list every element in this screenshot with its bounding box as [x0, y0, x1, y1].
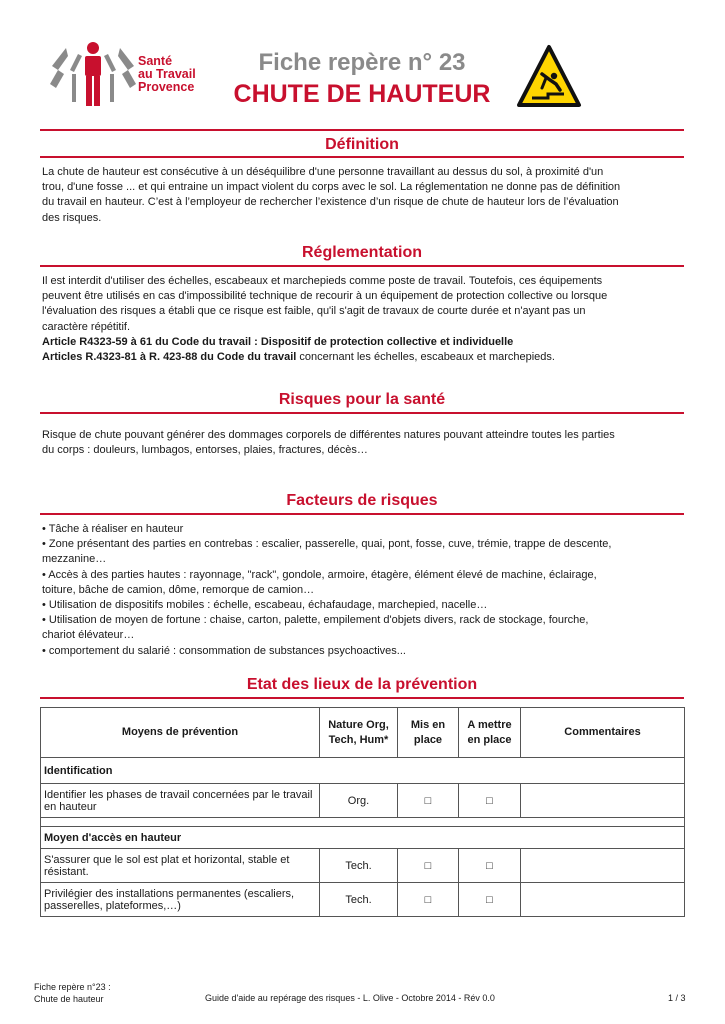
risques-text: Risque de chute pouvant générer des dommages corporels de différentes natures pouvant atteindre toutes les parties du corps : douleurs, lumbagos, entorses, plaies, fractures, décès… — [42, 429, 615, 457]
prevention-table — [40, 707, 685, 917]
definition-rule-bottom — [40, 156, 684, 158]
table-category-row — [41, 827, 685, 849]
facteurs-rule — [40, 513, 684, 515]
col-mis-en-place: Mis en place — [398, 708, 459, 758]
reglementation-rule — [40, 265, 684, 267]
col-nature: Nature Org, Tech, Hum* — [320, 708, 398, 758]
list-item: • Utilisation de moyen de fortune : chaise, carton, palette, empilement d'objets divers, rack de stockage, fourche, — [42, 614, 589, 627]
col-commentaires: Commentaires — [521, 708, 685, 758]
row-nature: Org. — [320, 784, 398, 818]
fiche-number: Fiche repère n° 23 — [258, 49, 466, 76]
list-item: • Accès à des parties hautes : rayonnage, "rack", gondole, armoire, étagère, élément élevé de machine, éclairage, — [42, 568, 597, 581]
facteurs-title: Facteurs de risques — [286, 492, 438, 509]
table-row — [41, 784, 685, 818]
article-r4323-81: Articles R.4323-81 à R. 423-88 du Code du travail — [42, 351, 297, 364]
category-moyen-acces: Moyen d'accès en hauteur — [41, 827, 685, 849]
comment-cell[interactable] — [521, 883, 685, 917]
definition-rule — [40, 129, 684, 131]
list-item: • Zone présentant des parties en contrebas : escalier, passerelle, quai, pont, fosse, cuve, trémie, trappe de descente, — [42, 538, 612, 551]
risques-title: Risques pour la santé — [278, 391, 446, 408]
row-nature: Tech. — [320, 849, 398, 883]
category-identification: Identification — [41, 758, 685, 784]
fall-warning-icon — [516, 44, 582, 110]
footer-guide: Guide d'aide au repérage des risques - L. Olive - Octobre 2014 - Rév 0.0 — [205, 993, 495, 1003]
definition-text: La chute de hauteur est consécutive à un déséquilibre d'une personne travaillant au dessus du sol, à proximité d'un trou, d'une fosse ... et qui entraine un impact violent du corps avec le sol. La réglementation ne donne pas de définition du travail en hauteur. C’est à l’employeur de rechercher l’existence d’un risque de chute de hauteur lors de l’évaluation des risques. — [42, 166, 621, 224]
risques-rule — [40, 412, 684, 414]
row-nature: Tech. — [320, 883, 398, 917]
list-item: toiture, bâche de camion, dôme, remorque de camion… — [42, 583, 315, 596]
list-item: • comportement du salarié : consommation de substances psychoactives... — [42, 644, 406, 657]
list-item: chariot élévateur… — [42, 629, 135, 642]
definition-title: Définition — [325, 136, 399, 153]
checkbox-mis-en-place[interactable]: □ — [398, 883, 459, 917]
checkbox-a-mettre[interactable]: □ — [459, 849, 521, 883]
checkbox-a-mettre[interactable]: □ — [459, 784, 521, 818]
checkbox-mis-en-place[interactable]: □ — [398, 784, 459, 818]
table-category-row — [41, 758, 685, 784]
article-r4323-59: Article R4323-59 à 61 du Code du travail : Dispositif de protection collective et individuelle — [42, 335, 514, 348]
etat-title: Etat des lieux de la prévention — [246, 676, 478, 693]
comment-cell[interactable] — [521, 849, 685, 883]
table-row — [41, 883, 685, 917]
page-title: CHUTE DE HAUTEUR — [233, 80, 491, 108]
list-item: • Utilisation de dispositifs mobiles : échelle, escabeau, échafaudage, marchepied, nacelle… — [42, 599, 488, 612]
facteurs-list — [42, 522, 682, 659]
checkbox-mis-en-place[interactable]: □ — [398, 849, 459, 883]
table-header-row — [41, 708, 685, 758]
table-row — [41, 849, 685, 883]
etat-rule — [40, 697, 684, 699]
col-moyens: Moyens de prévention — [41, 708, 320, 758]
checkbox-a-mettre[interactable]: □ — [459, 883, 521, 917]
table-separator — [41, 818, 685, 827]
logo-text: Santé au Travail Provence — [138, 54, 196, 94]
col-a-mettre: A mettre en place — [459, 708, 521, 758]
reglementation-text: Il est interdit d'utiliser des échelles, escabeaux et marchepieds comme poste de travail. Toutefois, ces équipements peuvent être utilisés en cas d'impossibilité technique de recourir à un équipement de protection collective ou lorsque l'évaluation des risques a établi que ce risque est faible, qu'il s'agit de travaux de courte durée et n'ayant pas un caractère répétitif. Article R4323-59 à 61 du Code du travail : Dispositif de protection collective et individuelle Articles R.4323-81 à R. 423-88 du Code du travail concernant les échelles, escabeaux et marchepieds. — [42, 275, 608, 364]
footer-fiche: Fiche repère n°23 : Chute de hauteur — [34, 982, 111, 1004]
comment-cell[interactable] — [521, 784, 685, 818]
page-number: 1 / 3 — [668, 993, 686, 1003]
page-header — [0, 0, 725, 125]
reglementation-title: Réglementation — [301, 244, 422, 261]
row-text: Privilégier des installations permanentes (escaliers, passerelles, plateformes,…) — [41, 883, 320, 917]
row-text: Identifier les phases de travail concernées par le travail en hauteur — [41, 784, 320, 818]
list-item: mezzanine… — [42, 553, 107, 566]
row-text: S'assurer que le sol est plat et horizontal, stable et résistant. — [41, 849, 320, 883]
title-block — [222, 48, 502, 110]
list-item: • Tâche à réaliser en hauteur — [42, 523, 184, 535]
